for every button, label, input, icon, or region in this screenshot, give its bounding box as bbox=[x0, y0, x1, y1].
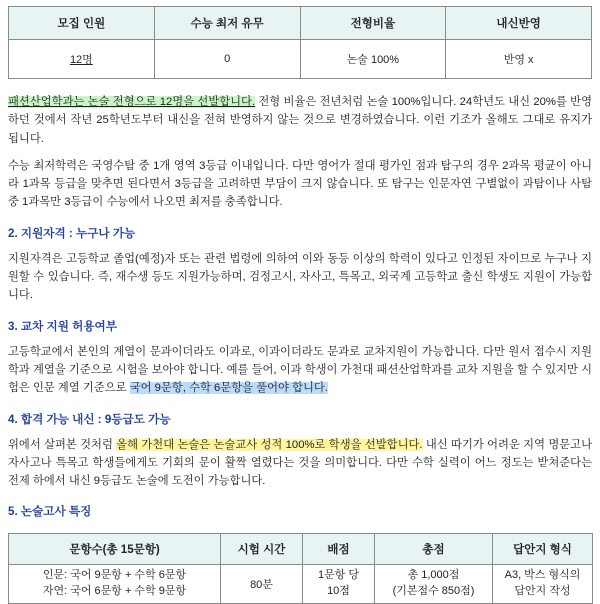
col-header-question-count: 문항수(총 15문항) bbox=[9, 534, 221, 565]
paragraph-intro bbox=[8, 93, 592, 148]
col-header-min-csat: 수능 최저 유무 bbox=[154, 7, 300, 40]
cell-gpa-reflect: 반영 x bbox=[446, 40, 592, 79]
cell-total-score bbox=[375, 565, 493, 604]
section-2-body: 지원자격은 고등학교 졸업(예정)자 또는 관련 법령에 의하여 이와 동등 이상의 학력이 있다고 인정된 자이므로 누구나 지원할 수 있습니다. 즉, 재수생 등도 지원가능하며, 검정고시, 자사고, 특목고, 외국계 고등학교 출신 학생도 지원이 가능합니다. bbox=[8, 252, 592, 302]
section-2-title: 지원자격 : 누구나 가능 bbox=[20, 226, 136, 240]
cell-points-line1: 1문항 당 bbox=[317, 569, 360, 582]
cell-quota-value: 12명 bbox=[69, 54, 93, 66]
table-row bbox=[9, 40, 592, 79]
cell-total-score-line1: 총 1,000점 bbox=[407, 569, 460, 582]
section-heading-5 bbox=[8, 503, 592, 519]
section-heading-3 bbox=[8, 318, 592, 334]
section-3-body bbox=[8, 343, 592, 398]
col-header-points: 배점 bbox=[303, 534, 375, 565]
paragraph-intro-rest: 전형 비율은 전년처럼 논술 100%입니다. 24학년도 내신 20%를 반영하던 것에서 작년 25학년도부터 내신을 전혀 반영하지 않는 것으로 변경하였습니다. 이런 기조가 올해도 그대로 유지가 됩니다. bbox=[8, 96, 592, 145]
section-4-title: 합격 가능 내신 : 9등급도 가능 bbox=[20, 412, 171, 426]
section-5-title: 논술고사 특징 bbox=[20, 505, 92, 519]
section-3-title: 교차 지원 허용여부 bbox=[20, 319, 117, 333]
section-heading-4 bbox=[8, 411, 592, 427]
section-5-number: 5. bbox=[8, 505, 18, 519]
cell-exam-time: 80분 bbox=[221, 565, 303, 604]
cell-answer-format-line2: 답안지 작성 bbox=[514, 585, 571, 598]
section-4-body-highlight: 올해 가천대 논술은 논술교사 성적 100%로 학생을 선발합니다. bbox=[116, 438, 423, 451]
col-header-quota: 모집 인원 bbox=[9, 7, 155, 40]
section-2-number: 2. bbox=[8, 226, 18, 240]
cell-answer-format-line1: A3, 박스 형식의 bbox=[504, 569, 581, 582]
cell-points-line2: 10점 bbox=[327, 585, 350, 598]
cell-quota bbox=[9, 40, 155, 79]
table-row bbox=[9, 565, 593, 604]
cell-min-csat: 0 bbox=[154, 40, 300, 79]
section-4-body bbox=[8, 436, 592, 491]
admission-summary-table bbox=[8, 6, 592, 79]
section-heading-2 bbox=[8, 225, 592, 241]
col-header-gpa-reflect: 내신반영 bbox=[446, 7, 592, 40]
col-header-exam-time: 시험 시간 bbox=[221, 534, 303, 565]
section-4-body-pre: 위에서 살펴본 것처럼 bbox=[8, 438, 117, 451]
cell-question-count-line1: 인문: 국어 9문항 + 수학 6문항 bbox=[42, 569, 187, 582]
paragraph-intro-highlight: 패션산업학과는 논술 전형으로 12명을 선발합니다. bbox=[8, 96, 256, 108]
col-header-answer-format: 답안지 형식 bbox=[493, 534, 593, 565]
table-header-row bbox=[9, 534, 593, 565]
cell-ratio: 논술 100% bbox=[300, 40, 446, 79]
section-4-body-post: 내신 따기가 어려운 지역 명문고나 자사고나 특목고 학생들에게도 기회의 문이 활짝 열렸다는 것을 의미합니다. 다만 수학 실력이 어느 정도는 받쳐준다는 전제 하에서 내신 9등급도 논술에 도전이 가능합니다. bbox=[8, 438, 592, 488]
cell-points bbox=[303, 565, 375, 604]
essay-exam-table bbox=[8, 533, 593, 604]
section-3-number: 3. bbox=[8, 319, 18, 333]
section-3-body-pre: 고등학교에서 본인의 계열이 문과이더라도 이과로, 이과이더라도 문과로 교차지원이 가능합니다. 다만 원서 접수시 지원 학과 계열을 기준으로 시험을 보아야 합니다. 예를 들어, 이과 학생이 가천대 패션산업학과를 교차 지원을 할 수 있지만 시험은 인문 계열 기준으로 bbox=[8, 345, 592, 395]
col-header-total-score: 총점 bbox=[375, 534, 493, 565]
essay-exam-table-wrapper bbox=[8, 533, 592, 604]
col-header-ratio: 전형비율 bbox=[300, 7, 446, 40]
cell-total-score-line2: (기본점수 850점) bbox=[392, 585, 475, 598]
section-3-body-highlight: 국어 9문항, 수학 6문항을 풀어야 합니다. bbox=[129, 382, 328, 395]
cell-question-count bbox=[9, 565, 221, 604]
paragraph-min-csat: 수능 최저학력은 국영수탐 중 1개 영역 3등급 이내입니다. 다만 영어가 절대 평가인 점과 탐구의 경우 2과목 평균이 아니라 1과목 등급을 맞추면 된다면서 3등급을 고려하면 부담이 크지 않습니다. 또 탐구는 인문자연 구별없이 과탐이나 사탐 중 1과목만 3등급이 수능에서 나오면 최저를 충족합니다. bbox=[8, 159, 592, 209]
cell-question-count-line2: 자연: 국어 6문항 + 수학 9문항 bbox=[42, 585, 187, 598]
table-header-row bbox=[9, 7, 592, 40]
cell-answer-format bbox=[493, 565, 593, 604]
section-4-number: 4. bbox=[8, 412, 18, 426]
